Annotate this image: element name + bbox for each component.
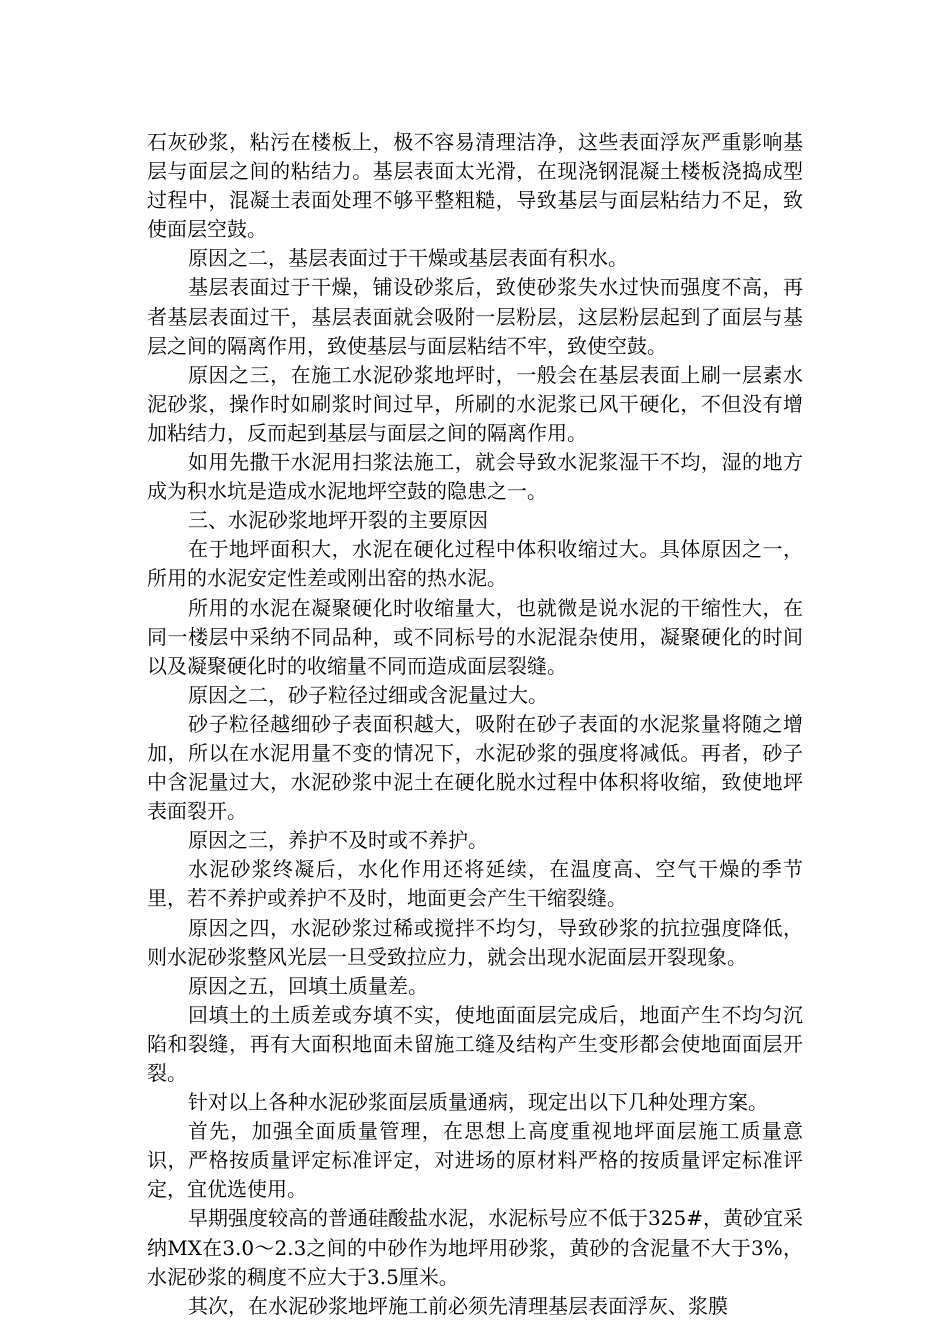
paragraph: 针对以上各种水泥砂浆面层质量通病，现定出以下几种处理方案。 <box>188 1090 768 1115</box>
paragraph: 原因之三，养护不及时或不养护。 <box>188 828 488 853</box>
document-body <box>147 128 803 1321</box>
paragraph: 原因之三，在施工水泥砂浆地坪时，一般会在基层表面上刷一层素水泥砂浆，操作时如刷浆时间过早，所刷的水泥浆已风干硬化，不但没有增加粘结力，反而起到基层与面层之间的隔离作用。 <box>147 362 803 445</box>
paragraph: 原因之五，回填土质量差。 <box>188 973 428 998</box>
paragraph: 所用的水泥在凝聚硬化时收缩量大，也就微是说水泥的干缩性大，在同一楼层中采纳不同品种，或不同标号的水泥混杂使用，凝聚硬化的时间以及凝聚硬化时的收缩量不同而造成面层裂缝。 <box>147 595 803 678</box>
paragraph: 基层表面过于干燥，铺设砂浆后，致使砂浆失水过快而强度不高，再者基层表面过干，基层表面就会吸附一层粉层，这层粉层起到了面层与基层之间的隔离作用，致使基层与面层粘结不牢，致使空鼓。 <box>147 275 803 358</box>
paragraph: 在于地坪面积大，水泥在硬化过程中体积收缩过大。具体原因之一，所用的水泥安定性差或刚出窑的热水泥。 <box>147 537 803 591</box>
paragraph: 首先，加强全面质量管理，在思想上高度重视地坪面层施工质量意识，严格按质量评定标准评定，对进场的原材料严格的按质量评定标准评定，宜优选使用。 <box>147 1119 803 1202</box>
paragraph: 其次，在水泥砂浆地坪施工前必须先清理基层表面浮灰、浆膜 <box>188 1293 728 1318</box>
paragraph: 水泥砂浆终凝后，水化作用还将延续，在温度高、空气干燥的季节里，若不养护或养护不及时，地面更会产生干缩裂缝。 <box>147 857 803 911</box>
paragraph: 原因之四，水泥砂浆过稀或搅拌不均匀，导致砂浆的抗拉强度降低，则水泥砂浆整风光层一旦受致拉应力，就会出现水泥面层开裂现象。 <box>147 915 803 969</box>
paragraph: 原因之二，基层表面过于干燥或基层表面有积水。 <box>188 246 628 271</box>
paragraph: 如用先撒干水泥用扫浆法施工，就会导致水泥浆湿干不均，湿的地方成为积水坑是造成水泥地坪空鼓的隐患之一。 <box>147 450 803 504</box>
paragraph: 回填土的土质差或夯填不实，使地面面层完成后，地面产生不均匀沉陷和裂缝，再有大面积地面未留施工缝及结构产生变形都会使地面面层开裂。 <box>147 1002 803 1085</box>
section-heading: 三、水泥砂浆地坪开裂的主要原因 <box>188 508 488 533</box>
paragraph: 石灰砂浆，粘污在楼板上，极不容易清理洁净，这些表面浮灰严重影响基层与面层之间的粘结力。基层表面太光滑，在现浇钢混凝土楼板浇捣成型过程中，混凝土表面处理不够平整粗糙，导致基层与面层粘结力不足，致使面层空鼓。 <box>147 130 803 242</box>
paragraph: 砂子粒径越细砂子表面积越大，吸附在砂子表面的水泥浆量将随之增加，所以在水泥用量不变的情况下，水泥砂浆的强度将减低。再者，砂子中含泥量过大，水泥砂浆中泥土在硬化脱水过程中体积将收缩，致使地坪表面裂开。 <box>147 711 803 824</box>
paragraph: 原因之二，砂子粒径过细或含泥量过大。 <box>188 682 548 707</box>
paragraph: 早期强度较高的普通硅酸盐水泥，水泥标号应不低于325#，黄砂宜采纳MX在3.0～2.3之间的中砂作为地坪用砂浆，黄砂的含泥量不大于3%，水泥砂浆的稠度不应大于3.5厘米。 <box>147 1206 803 1289</box>
